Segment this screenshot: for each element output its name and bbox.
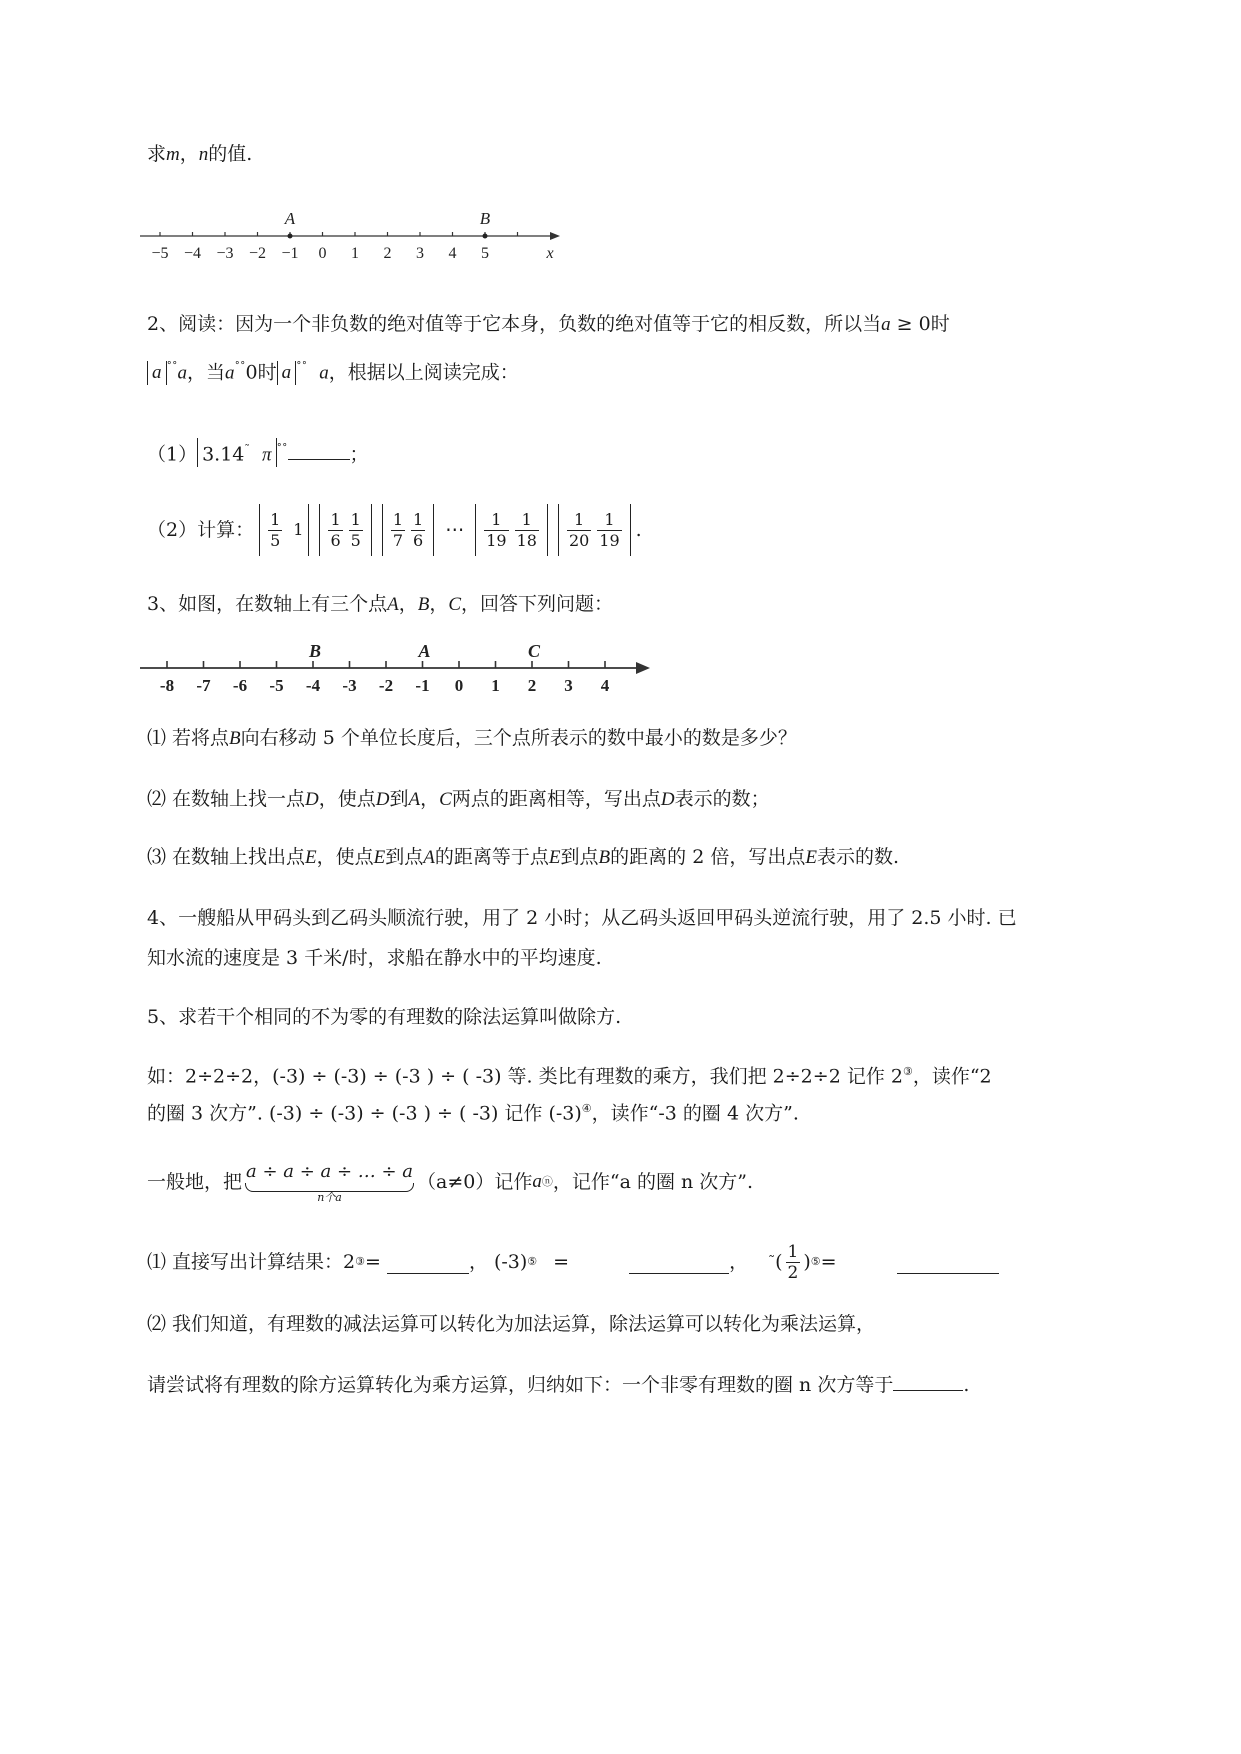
tick-label: 3 xyxy=(564,676,573,695)
q2-intro: 2、阅读：因为一个非负数的绝对值等于它本身，负数的绝对值等于它的相反数，所以当a ≥ 0时 xyxy=(147,313,950,335)
tick-label: 4 xyxy=(600,676,610,695)
axis-arrow xyxy=(550,232,560,240)
tick-label: −2 xyxy=(248,245,267,262)
var-m: m xyxy=(166,144,180,165)
abs-term-1: $\frac{1}{5}$ 1 xyxy=(259,504,309,556)
axis-label: x xyxy=(546,245,554,262)
tick-label: -5 xyxy=(269,676,284,695)
tick-label: -2 xyxy=(378,676,394,695)
tick-label: 3 xyxy=(416,245,424,262)
tick-label: -7 xyxy=(196,676,211,695)
q5-part3: 请尝试将有理数的除方运算转化为乘方运算，归纳如下：一个非零有理数的圈 n 次方等于 . xyxy=(147,1370,969,1399)
number-line-2 xyxy=(140,630,670,700)
tick-label: -1 xyxy=(415,676,430,695)
answer-blank-4[interactable] xyxy=(893,1370,963,1391)
tick-label: 5 xyxy=(481,245,489,262)
q3-sub2: ⑵ 在数轴上找一点D，使点D到A，C两点的距离相等，写出点D表示的数； xyxy=(147,788,770,810)
q2-line2: a ˚˚a，当a˚˚0时 a ˚˚ a，根据以上阅读完成： xyxy=(147,354,519,387)
q3-sub3: ⑶ 在数轴上找出点E，使点E到点A的距离等于点E到点B的距离的 2 倍，写出点E表示的数. xyxy=(147,846,899,868)
tick-label: 4 xyxy=(448,245,457,262)
q2-part1: （1） 3.14˜ π ˚˚ ； xyxy=(147,436,369,468)
axis-arrow xyxy=(636,662,650,674)
tick-label: 1 xyxy=(491,676,500,695)
point-label-A: A xyxy=(284,209,296,228)
tick-label: −1 xyxy=(281,245,299,262)
abs-a-2: a xyxy=(277,361,297,385)
point-label-A: A xyxy=(418,641,431,661)
tick-label: -8 xyxy=(159,676,175,695)
point-label-B: B xyxy=(308,641,322,661)
tick-label: -3 xyxy=(342,676,357,695)
q4-line1: 4、一艘船从甲码头到乙码头顺流行驶，用了 2 小时；从乙码头返回甲码头逆流行驶，用了 2.5 小时. 已 xyxy=(147,907,1017,929)
answer-blank-3[interactable] xyxy=(897,1251,999,1274)
tick-label: −5 xyxy=(151,245,169,262)
abs-a: a xyxy=(147,361,167,385)
q5-general: 一般地，把 a ÷ a ÷ a ÷ … ÷ a n个a （a≠0）记作 a ⓝ ，记作“a 的圈 n 次方”. xyxy=(147,1160,754,1204)
q5-example-1: 如：2÷2÷2，(-3) ÷ (-3) ÷ (-3 ) ÷ ( -3) 等. 类比有理数的乘方，我们把 2÷2÷2 记作 2③，读作“2 xyxy=(147,1065,992,1088)
abs-term-2: $\frac{1}{6}$ $\frac{1}{5}$ xyxy=(319,504,371,556)
var-n: n xyxy=(198,144,209,165)
q5-part2: ⑵ 我们知道，有理数的减法运算可以转化为加法运算，除法运算可以转化为乘法运算， xyxy=(147,1313,876,1335)
q3-sub1: ⑴ 若将点B向右移动 5 个单位长度后，三个点所表示的数中最小的数是多少？ xyxy=(147,727,797,749)
q5-part1: ⑴ 直接写出计算结果：2 ③ = ， (-3) ⑤ = ， ˜ ( $\frac{1}{2}$ ) ⑤ = xyxy=(147,1240,999,1284)
point-label-B: B xyxy=(479,209,491,228)
number-line-1 xyxy=(140,200,580,270)
answer-blank[interactable] xyxy=(288,459,350,460)
underbrace-expression: a ÷ a ÷ a ÷ … ÷ a n个a xyxy=(246,1160,414,1204)
point-label-C: C xyxy=(527,641,541,661)
point-A xyxy=(288,234,293,239)
q4-line2: 知水流的速度是 3 千米/时，求船在静水中的平均速度. xyxy=(147,947,602,969)
tick-label: 0 xyxy=(454,676,464,695)
tick-label: -6 xyxy=(232,676,248,695)
abs-3.14-pi: 3.14˜ π xyxy=(197,438,276,467)
q2-part2: （2）计算： $\frac{1}{5}$ 1 $\frac{1}{6}$ $\frac{1}{5}$ $\frac{1}{7}$ $\frac{1}{6}$ ⋯ $\frac{1}{19}$ $\frac{1}{18}$ $\frac{1}{20}$ $\frac{1}{19}$ . xyxy=(147,500,642,560)
tick-label: −4 xyxy=(183,245,202,262)
abs-term-5: $\frac{1}{20}$ $\frac{1}{19}$ xyxy=(558,504,631,556)
tick-label: −3 xyxy=(216,245,234,262)
tick-label: 1 xyxy=(351,245,359,262)
tick-label: 0 xyxy=(318,245,327,262)
q1-tail: 求m，n的值. xyxy=(147,143,253,165)
abs-term-4: $\frac{1}{19}$ $\frac{1}{18}$ xyxy=(475,504,548,556)
point-B xyxy=(483,234,488,239)
abs-term-3: $\frac{1}{7}$ $\frac{1}{6}$ xyxy=(382,504,434,556)
q3-intro: 3、如图，在数轴上有三个点A，B，C，回答下列问题： xyxy=(147,593,614,615)
ellipsis: ⋯ xyxy=(445,519,465,541)
answer-blank-2[interactable] xyxy=(629,1251,729,1274)
q5-example-2: 的圈 3 次方”. (-3) ÷ (-3) ÷ (-3 ) ÷ ( -3) 记作 (-3)④，读作“-3 的圈 4 次方”. xyxy=(147,1102,799,1125)
answer-blank-1[interactable] xyxy=(387,1251,469,1274)
q5-title: 5、求若干个相同的不为零的有理数的除法运算叫做除方. xyxy=(147,1006,622,1028)
tick-label: 2 xyxy=(383,245,392,262)
tick-label: 2 xyxy=(527,676,537,695)
tick-label: -4 xyxy=(305,676,321,695)
